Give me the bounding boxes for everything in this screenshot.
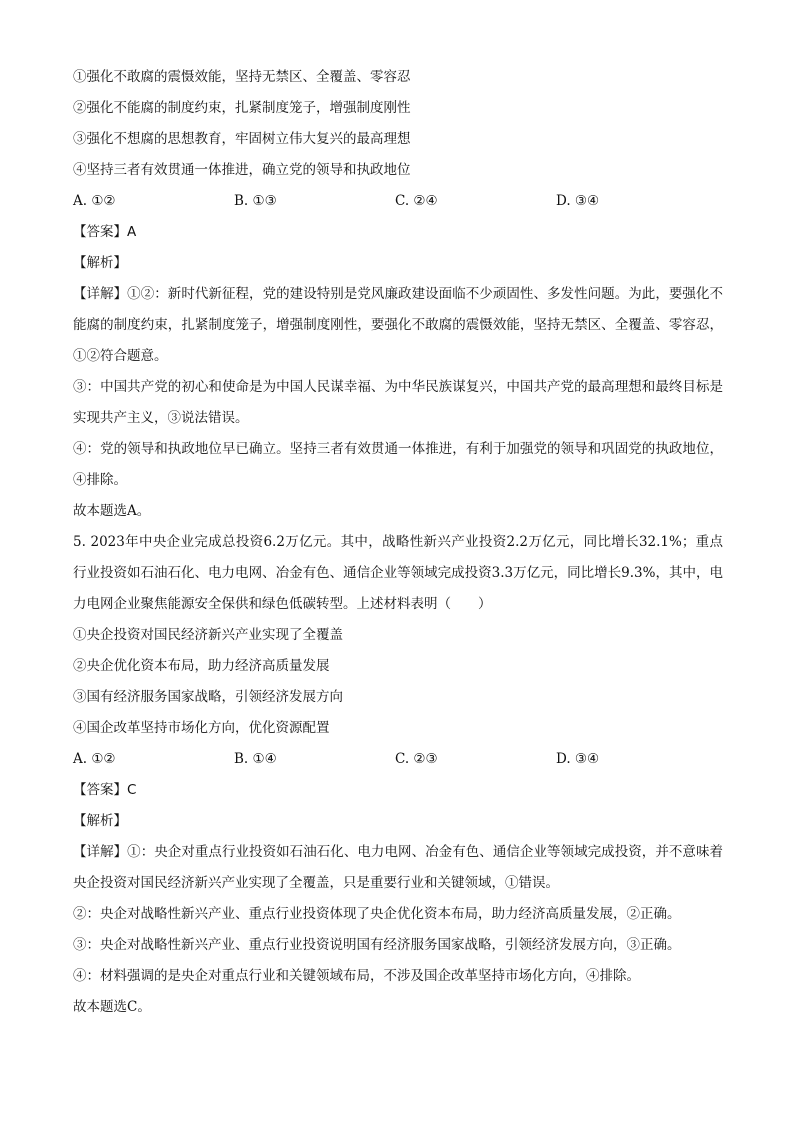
q5-option-1: ①央企投资对国民经济新兴产业实现了全覆盖 (73, 627, 343, 643)
q5-detail-1: 【详解】①：央企对重点行业投资如石油石化、电力电网、冶金有色、通信企业等领域完成投资，并不意味着央企投资对国民经济新兴产业实现了全覆盖，只是重要行业和关键领域，①错误。 (73, 844, 723, 891)
q4-conclusion: 故本题选A。 (73, 503, 151, 519)
q4-choice-d: D. ③④ (556, 193, 600, 209)
q4-option-2: ②强化不能腐的制度约束，扎紧制度笼子，增强制度刚性 (73, 100, 411, 116)
document-page (73, 62, 723, 1023)
q4-choice-a: A. ①② (73, 193, 116, 209)
q4-analysis-label: 【解析】 (73, 255, 127, 271)
q5-detail-4: ④：材料强调的是央企对重点行业和关键领域布局，不涉及国企改革坚持市场化方向，④排除。 (73, 968, 640, 984)
q5-option-2: ②央企优化资本布局，助力经济高质量发展 (73, 658, 330, 674)
q5-choice-b: B. ①④ (234, 751, 277, 767)
q5-answer: 【答案】C (73, 782, 137, 798)
q5-analysis-label: 【解析】 (73, 813, 127, 829)
q4-choice-c: C. ②④ (395, 193, 438, 209)
q5-choice-c: C. ②③ (395, 751, 438, 767)
q4-option-3: ③强化不想腐的思想教育，牢固树立伟大复兴的最高理想 (73, 131, 411, 147)
q5-choice-d: D. ③④ (556, 751, 600, 767)
q5-detail-3: ③：央企对战略性新兴产业、重点行业投资说明国有经济服务国家战略，引领经济发展方向，③正确。 (73, 937, 681, 953)
q5-choice-a: A. ①② (73, 751, 116, 767)
q4-option-4: ④坚持三者有效贯通一体推进，确立党的领导和执政地位 (73, 162, 411, 178)
q5-conclusion: 故本题选C。 (73, 999, 151, 1015)
q5-detail-2: ②：央企对战略性新兴产业、重点行业投资体现了央企优化资本布局，助力经济高质量发展，②正确。 (73, 906, 681, 922)
q4-choice-b: B. ①③ (234, 193, 277, 209)
q5-choices (73, 744, 723, 775)
q5-option-3: ③国有经济服务国家战略，引领经济发展方向 (73, 689, 343, 705)
q5-stem: 5. 2023年中央企业完成总投资6.2万亿元。其中，战略性新兴产业投资2.2万亿元，同比增长32.1%；重点行业投资如石油石化、电力电网、冶金有色、通信企业等领域完成投资3.3万亿元，同比增长9.3%，其中，电力电网企业聚焦能源安全保供和绿色低碳转型。上述材料表明（ ） (73, 534, 723, 612)
q4-detail-1: 【详解】①②：新时代新征程，党的建设特别是党风廉政建设面临不少顽固性、多发性问题。为此，要强化不能腐的制度约束，扎紧制度笼子，增强制度刚性，要强化不敢腐的震慑效能，坚持无禁区、全覆盖、零容忍，①②符合题意。 (73, 286, 723, 364)
q4-answer: 【答案】A (73, 224, 137, 240)
q4-detail-2: ③：中国共产党的初心和使命是为中国人民谋幸福、为中华民族谋复兴，中国共产党的最高理想和最终目标是实现共产主义，③说法错误。 (73, 379, 723, 426)
q4-choices (73, 186, 723, 217)
q5-option-4: ④国企改革坚持市场化方向，优化资源配置 (73, 720, 330, 736)
q4-detail-3: ④：党的领导和执政地位早已确立。坚持三者有效贯通一体推进，有利于加强党的领导和巩固党的执政地位，④排除。 (73, 441, 723, 488)
q4-option-1: ①强化不敢腐的震慑效能，坚持无禁区、全覆盖、零容忍 (73, 69, 411, 85)
